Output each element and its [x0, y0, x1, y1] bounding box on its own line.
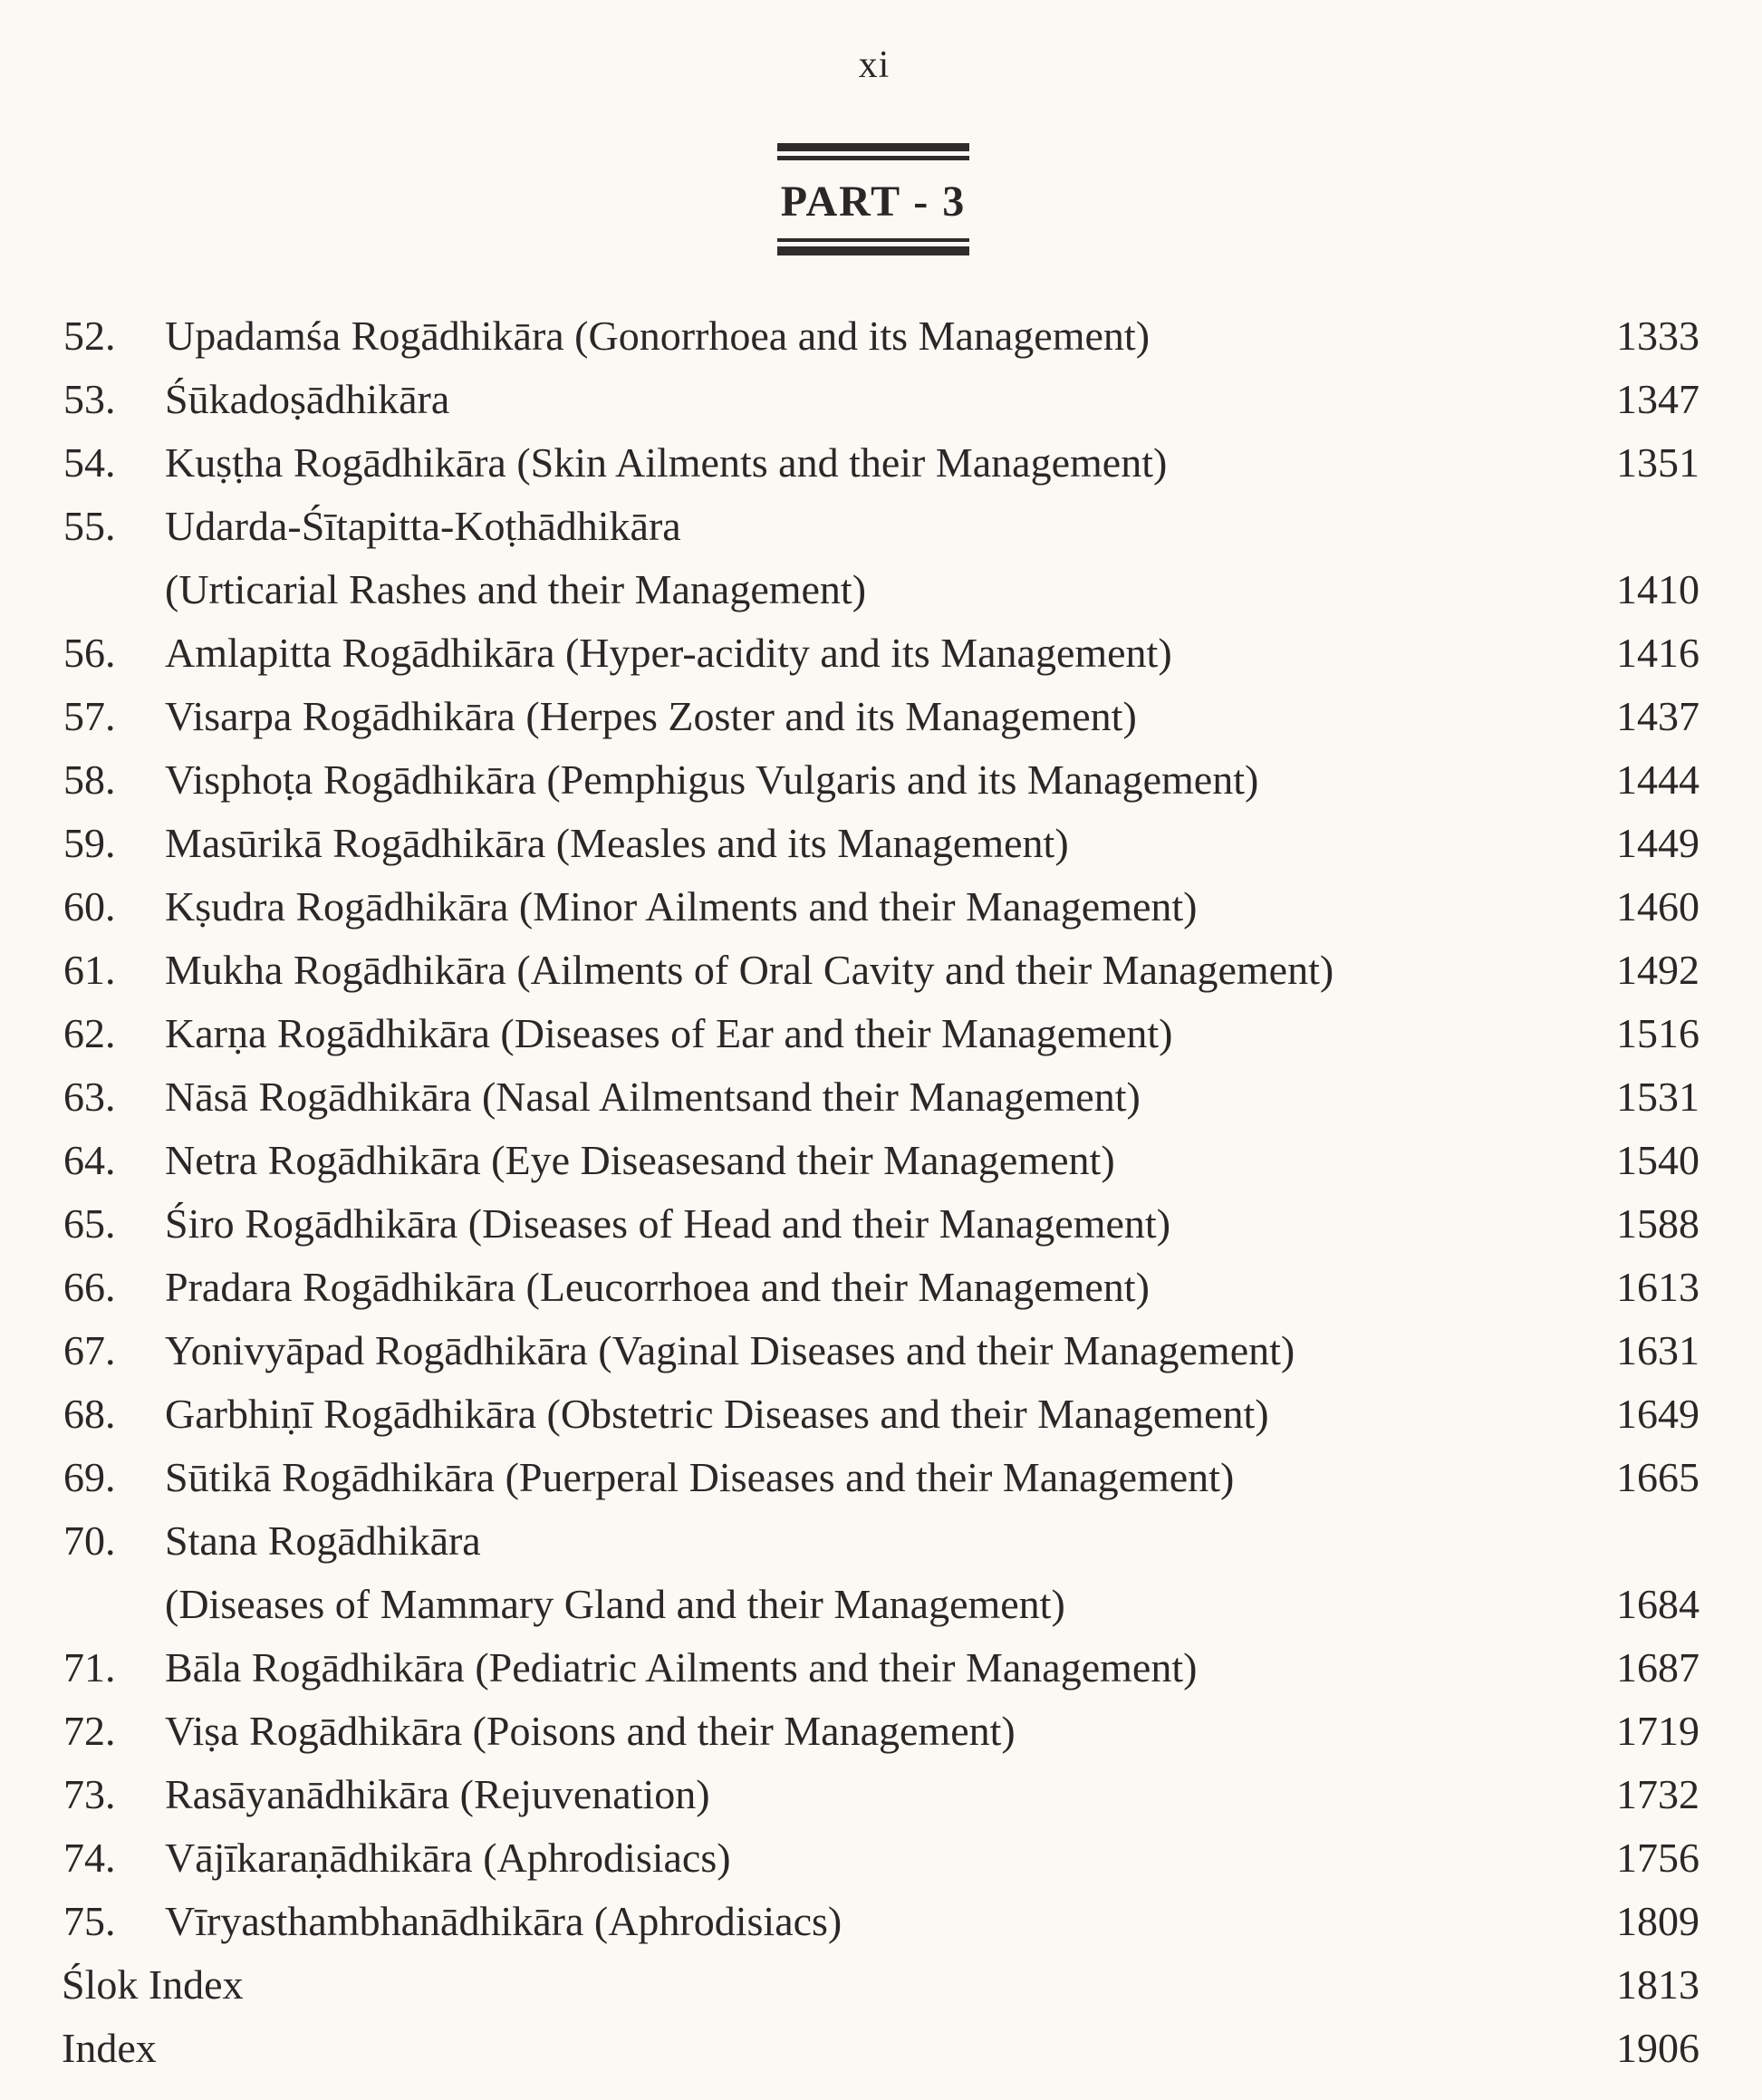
- toc-entry-54: [0, 431, 1762, 495]
- entry-title: Visphoṭa Rogādhikāra (Pemphigus Vulgaris and its Management): [165, 756, 1259, 803]
- entry-page: 1665: [1616, 1454, 1699, 1500]
- toc-entry-73: [0, 1763, 1762, 1826]
- toc-entry-65: [0, 1192, 1762, 1256]
- entry-page: 1756: [1616, 1835, 1699, 1881]
- entry-title: Karṇa Rogādhikāra (Diseases of Ear and their Management): [165, 1010, 1173, 1056]
- toc-entry-71: [0, 1636, 1762, 1700]
- entry-title: Amlapitta Rogādhikāra (Hyper-acidity and its Management): [165, 630, 1172, 676]
- entry-page: 1613: [1616, 1264, 1699, 1310]
- entry-number: 60.: [63, 883, 116, 930]
- entry-number: 56.: [63, 630, 116, 676]
- entry-number: 65.: [63, 1200, 116, 1247]
- toc-entry-63: [0, 1065, 1762, 1129]
- entry-number: 53.: [63, 376, 116, 422]
- entry-title: Ślok Index: [62, 1961, 244, 2008]
- toc-entry-52: [0, 304, 1762, 368]
- entry-page: 1631: [1616, 1327, 1699, 1373]
- entry-page: 1333: [1616, 313, 1699, 359]
- entry-number: 72.: [63, 1708, 116, 1754]
- entry-page: 1460: [1616, 883, 1699, 930]
- entry-title: Visarpa Rogādhikāra (Herpes Zoster and its Management): [165, 693, 1137, 739]
- entry-title: Kuṣṭha Rogādhikāra (Skin Ailments and their Management): [165, 439, 1168, 486]
- page-number: xi: [858, 44, 891, 86]
- entry-number: 74.: [63, 1835, 116, 1881]
- entry-number: 73.: [63, 1771, 116, 1817]
- entry-title: Vīryasthambhanādhikāra (Aphrodisiacs): [165, 1898, 842, 1944]
- entry-number: 61.: [63, 947, 116, 993]
- toc-entry-74: [0, 1826, 1762, 1890]
- table-of-contents: [0, 304, 1762, 2080]
- entry-number: 63.: [63, 1074, 116, 1120]
- toc-entry-59: [0, 812, 1762, 875]
- entry-title: Udarda-Śītapitta-Koṭhādhikāra: [165, 503, 681, 549]
- entry-number: 57.: [63, 693, 116, 739]
- toc-entry-72: [0, 1700, 1762, 1763]
- entry-title: Nāsā Rogādhikāra (Nasal Ailmentsand their Management): [165, 1074, 1141, 1120]
- entry-number: 52.: [63, 313, 116, 359]
- entry-number: 59.: [63, 820, 116, 866]
- toc-entry-67: [0, 1319, 1762, 1382]
- part-title: PART - 3: [780, 178, 967, 226]
- entry-page: 1347: [1616, 376, 1699, 422]
- entry-page: 1687: [1616, 1644, 1699, 1691]
- entry-page: 1410: [1616, 566, 1699, 612]
- entry-page: 1813: [1616, 1961, 1699, 2008]
- entry-page: 1649: [1616, 1391, 1699, 1437]
- entry-subtitle: (Diseases of Mammary Gland and their Management): [165, 1581, 1065, 1627]
- entry-number: 66.: [63, 1264, 116, 1310]
- entry-title: Upadamśa Rogādhikāra (Gonorrhoea and its Management): [165, 313, 1151, 359]
- toc-entry-66: [0, 1256, 1762, 1319]
- entry-title: Bāla Rogādhikāra (Pediatric Ailments and their Management): [165, 1644, 1198, 1691]
- entry-page: 1684: [1616, 1581, 1699, 1627]
- entry-page: 1906: [1616, 2025, 1699, 2071]
- entry-page: 1809: [1616, 1898, 1699, 1944]
- entry-title: Stana Rogādhikāra: [165, 1517, 481, 1564]
- toc-entry-53: [0, 368, 1762, 431]
- heading-rule-bottom: [777, 238, 969, 255]
- entry-title: Viṣa Rogādhikāra (Poisons and their Management): [165, 1708, 1016, 1754]
- entry-title: Masūrikā Rogādhikāra (Measles and its Management): [165, 820, 1069, 866]
- entry-number: 69.: [63, 1454, 116, 1500]
- entry-number: 70.: [63, 1517, 116, 1564]
- part-heading-block: [777, 143, 969, 255]
- entry-page: 1531: [1616, 1074, 1699, 1120]
- entry-number: 55.: [63, 503, 116, 549]
- entry-title: Netra Rogādhikāra (Eye Diseasesand their Management): [165, 1137, 1115, 1183]
- entry-page: 1588: [1616, 1200, 1699, 1247]
- entry-number: 54.: [63, 439, 116, 486]
- toc-entry-55: [0, 495, 1762, 621]
- entry-title: Sūtikā Rogādhikāra (Puerperal Diseases and their Management): [165, 1454, 1235, 1500]
- entry-number: 64.: [63, 1137, 116, 1183]
- entry-page: 1437: [1616, 693, 1699, 739]
- entry-title: Garbhiṇī Rogādhikāra (Obstetric Diseases and their Management): [165, 1391, 1269, 1437]
- toc-entry-69: [0, 1446, 1762, 1509]
- heading-rule-top: [777, 143, 969, 160]
- toc-entry-64: [0, 1129, 1762, 1192]
- entry-title: Śiro Rogādhikāra (Diseases of Head and their Management): [165, 1200, 1171, 1247]
- entry-number: 68.: [63, 1391, 116, 1437]
- toc-entry-70: [0, 1509, 1762, 1636]
- entry-number: 67.: [63, 1327, 116, 1373]
- toc-entry-62: [0, 1002, 1762, 1065]
- entry-page: 1444: [1616, 756, 1699, 803]
- toc-entry-57: [0, 685, 1762, 748]
- entry-number: 71.: [63, 1644, 116, 1691]
- entry-number: 62.: [63, 1010, 116, 1056]
- toc-entry-61: [0, 939, 1762, 1002]
- toc-entry-58: [0, 748, 1762, 812]
- entry-page: 1351: [1616, 439, 1699, 486]
- toc-entry-68: [0, 1382, 1762, 1446]
- toc-entry-60: [0, 875, 1762, 939]
- toc-entry-index: [0, 2017, 1762, 2080]
- entry-number: 75.: [63, 1898, 116, 1944]
- entry-title: Pradara Rogādhikāra (Leucorrhoea and their Management): [165, 1264, 1150, 1310]
- entry-title: Śūkadoṣādhikāra: [165, 376, 450, 422]
- entry-page: 1492: [1616, 947, 1699, 993]
- entry-title: Rasāyanādhikāra (Rejuvenation): [165, 1771, 710, 1817]
- toc-entry-56: [0, 621, 1762, 685]
- entry-title: Yonivyāpad Rogādhikāra (Vaginal Diseases and their Management): [165, 1327, 1295, 1373]
- entry-title: Kṣudra Rogādhikāra (Minor Ailments and their Management): [165, 883, 1198, 930]
- entry-page: 1732: [1616, 1771, 1699, 1817]
- entry-page: 1416: [1616, 630, 1699, 676]
- entry-number: 58.: [63, 756, 116, 803]
- entry-page: 1516: [1616, 1010, 1699, 1056]
- entry-page: 1449: [1616, 820, 1699, 866]
- entry-page: 1719: [1616, 1708, 1699, 1754]
- entry-subtitle: (Urticarial Rashes and their Management): [165, 566, 867, 612]
- entry-title: Vājīkaraṇādhikāra (Aphrodisiacs): [165, 1835, 731, 1881]
- entry-page: 1540: [1616, 1137, 1699, 1183]
- toc-entry-slok-index: [0, 1953, 1762, 2017]
- toc-entry-75: [0, 1890, 1762, 1953]
- entry-title: Index: [62, 2025, 157, 2071]
- entry-title: Mukha Rogādhikāra (Ailments of Oral Cavity and their Management): [165, 947, 1334, 993]
